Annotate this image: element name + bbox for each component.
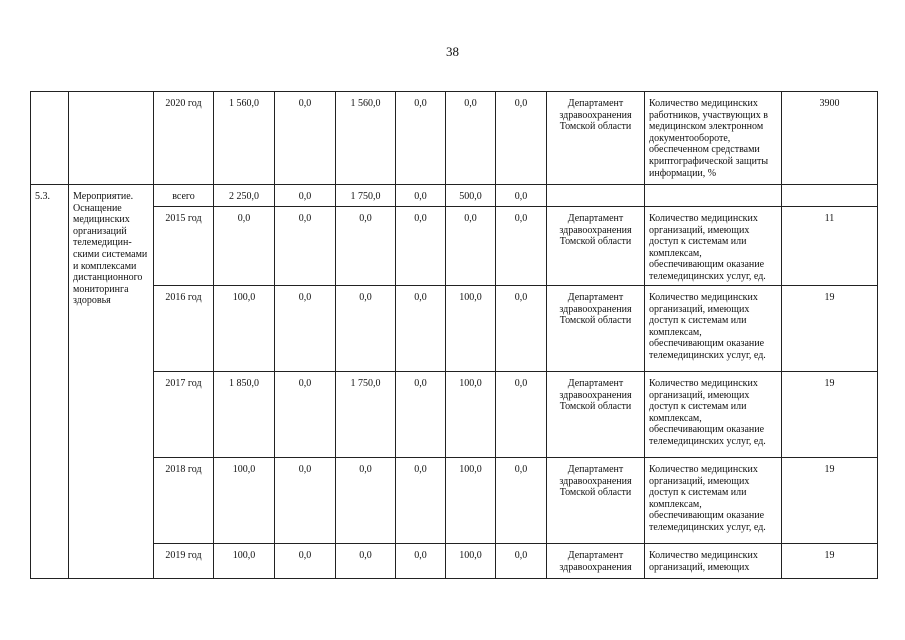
- indicator-value-cell: 11: [782, 207, 878, 286]
- table-row: [31, 458, 878, 544]
- indicator-value-cell: 19: [782, 544, 878, 579]
- year-cell: 2017 год: [154, 372, 214, 458]
- year-cell: 2019 год: [154, 544, 214, 579]
- extra-cell: 100,0: [446, 458, 496, 544]
- other-cell: 0,0: [496, 458, 547, 544]
- executor-cell: Департамент здравоохранения: [547, 544, 645, 579]
- federal-cell: 0,0: [275, 185, 336, 207]
- local-cell: 0,0: [396, 458, 446, 544]
- regional-cell: 0,0: [336, 458, 396, 544]
- year-cell: 2015 год: [154, 207, 214, 286]
- executor-cell: Департамент здравоохранения Томской области: [547, 286, 645, 372]
- total-cell: 2 250,0: [214, 185, 275, 207]
- table-row: [31, 207, 878, 286]
- year-cell: 2018 год: [154, 458, 214, 544]
- total-cell: 100,0: [214, 286, 275, 372]
- year-cell: 2016 год: [154, 286, 214, 372]
- executor-cell: [547, 185, 645, 207]
- table-row: [31, 544, 878, 579]
- total-cell: 100,0: [214, 544, 275, 579]
- regional-cell: 0,0: [336, 207, 396, 286]
- item-name-cell: [69, 92, 154, 185]
- federal-cell: 0,0: [275, 458, 336, 544]
- program-table: [30, 91, 878, 579]
- indicator-cell: Количество медицинских организаций, имеющих доступ к системам или комплексам, обеспечивающим оказание телемедицинских услуг, ед.: [645, 458, 782, 544]
- table-row: [31, 92, 878, 185]
- regional-cell: 1 750,0: [336, 372, 396, 458]
- year-cell: всего: [154, 185, 214, 207]
- federal-cell: 0,0: [275, 92, 336, 185]
- extra-cell: 500,0: [446, 185, 496, 207]
- regional-cell: 1 750,0: [336, 185, 396, 207]
- indicator-cell: Количество медицинских организаций, имеющих доступ к системам или комплексам, обеспечивающим оказание телемедицинских услуг, ед.: [645, 286, 782, 372]
- total-cell: 1 850,0: [214, 372, 275, 458]
- table-row: [31, 185, 878, 207]
- local-cell: 0,0: [396, 544, 446, 579]
- table-row: [31, 286, 878, 372]
- extra-cell: 100,0: [446, 286, 496, 372]
- indicator-cell: [645, 185, 782, 207]
- local-cell: 0,0: [396, 372, 446, 458]
- regional-cell: 0,0: [336, 286, 396, 372]
- local-cell: 0,0: [396, 207, 446, 286]
- local-cell: 0,0: [396, 92, 446, 185]
- other-cell: 0,0: [496, 92, 547, 185]
- extra-cell: 100,0: [446, 372, 496, 458]
- executor-cell: Департамент здравоохранения Томской области: [547, 372, 645, 458]
- indicator-cell: Количество медицинских организаций, имеющих доступ к системам или комплексам, обеспечивающим оказание телемедицинских услуг, ед.: [645, 207, 782, 286]
- extra-cell: 0,0: [446, 92, 496, 185]
- other-cell: 0,0: [496, 372, 547, 458]
- item-number-cell: [31, 92, 69, 185]
- federal-cell: 0,0: [275, 286, 336, 372]
- year-cell: 2020 год: [154, 92, 214, 185]
- total-cell: 100,0: [214, 458, 275, 544]
- indicator-cell: Количество медицинских организаций, имеющих: [645, 544, 782, 579]
- regional-cell: 1 560,0: [336, 92, 396, 185]
- executor-cell: Департамент здравоохранения Томской области: [547, 207, 645, 286]
- indicator-cell: Количество медицинских работников, участвующих в медицинском электронном документообороте, обеспеченном средствами криптографической защиты информации, %: [645, 92, 782, 185]
- item-name-cell: Мероприятие. Оснащение медицинских организаций телемедицин-скими системами и комплексами дистанционного мониторинга здоровья: [69, 185, 154, 579]
- page-number: 38: [446, 44, 459, 59]
- federal-cell: 0,0: [275, 372, 336, 458]
- total-cell: 0,0: [214, 207, 275, 286]
- indicator-value-cell: 19: [782, 372, 878, 458]
- other-cell: 0,0: [496, 544, 547, 579]
- other-cell: 0,0: [496, 207, 547, 286]
- other-cell: 0,0: [496, 185, 547, 207]
- total-cell: 1 560,0: [214, 92, 275, 185]
- item-number-cell: 5.3.: [31, 185, 69, 579]
- regional-cell: 0,0: [336, 544, 396, 579]
- indicator-value-cell: 19: [782, 458, 878, 544]
- local-cell: 0,0: [396, 185, 446, 207]
- indicator-value-cell: [782, 185, 878, 207]
- extra-cell: 100,0: [446, 544, 496, 579]
- indicator-value-cell: 3900: [782, 92, 878, 185]
- federal-cell: 0,0: [275, 544, 336, 579]
- federal-cell: 0,0: [275, 207, 336, 286]
- indicator-value-cell: 19: [782, 286, 878, 372]
- executor-cell: Департамент здравоохранения Томской области: [547, 92, 645, 185]
- local-cell: 0,0: [396, 286, 446, 372]
- extra-cell: 0,0: [446, 207, 496, 286]
- executor-cell: Департамент здравоохранения Томской области: [547, 458, 645, 544]
- other-cell: 0,0: [496, 286, 547, 372]
- table-row: [31, 372, 878, 458]
- indicator-cell: Количество медицинских организаций, имеющих доступ к системам или комплексам, обеспечивающим оказание телемедицинских услуг, ед.: [645, 372, 782, 458]
